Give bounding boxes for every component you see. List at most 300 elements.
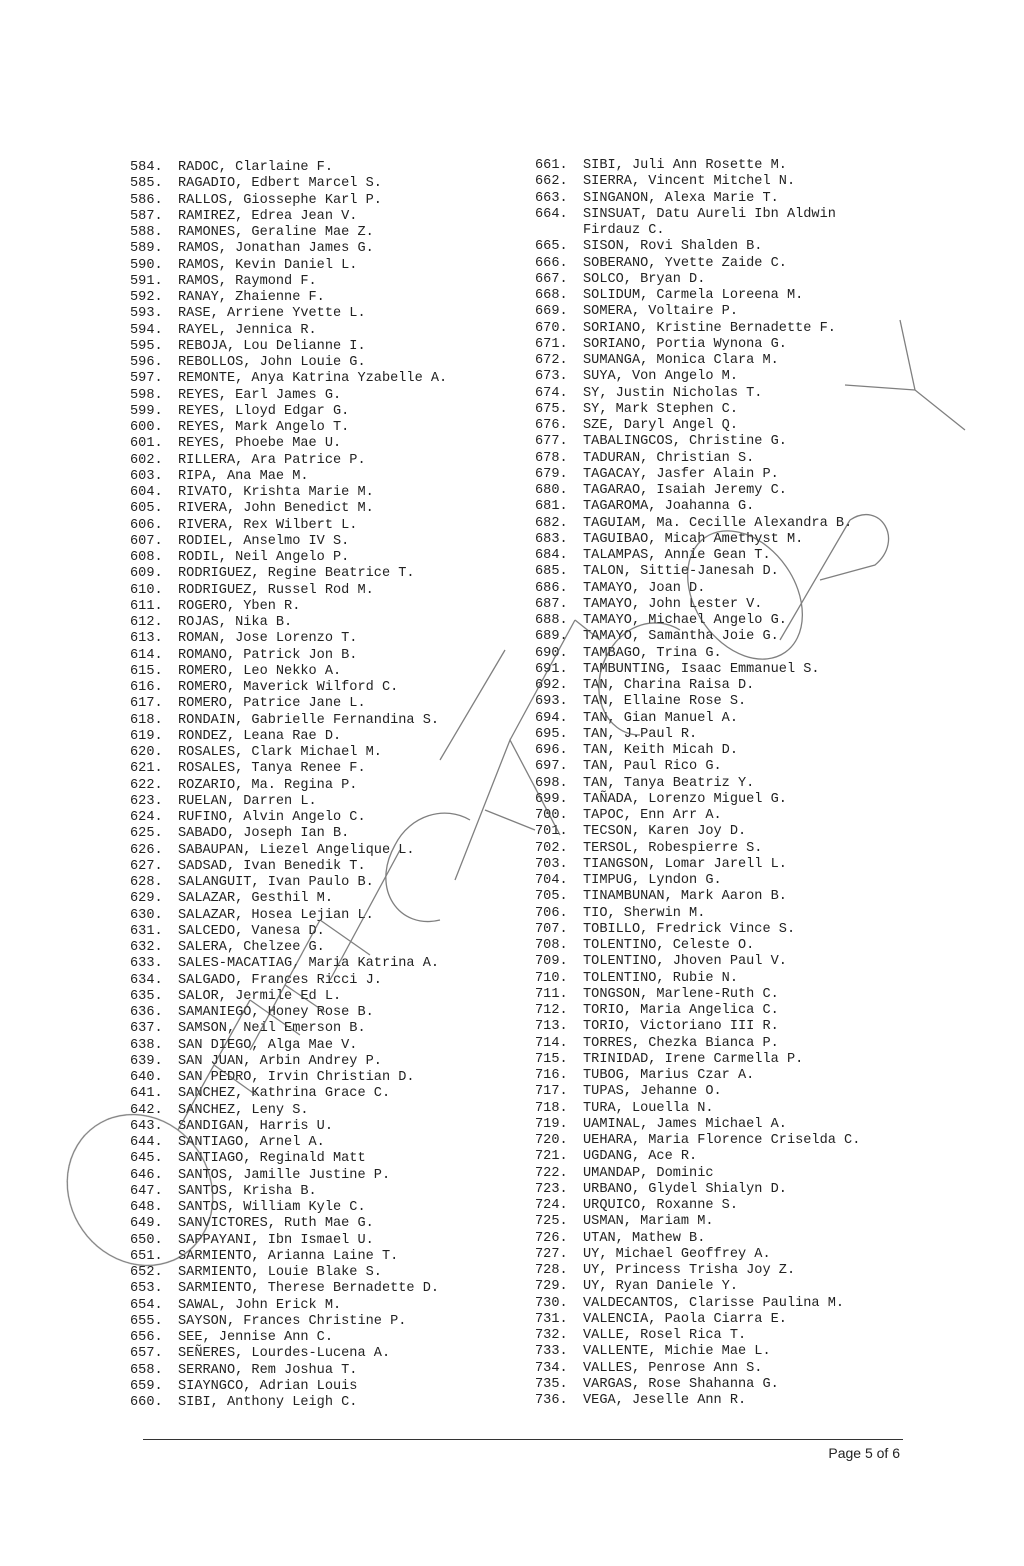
entry-number: 712. (535, 1003, 568, 1018)
list-item (130, 469, 510, 485)
entry-number: 672. (535, 353, 568, 368)
entry-number: 671. (535, 336, 568, 352)
list-item (130, 306, 510, 322)
entry-number: 689. (535, 629, 568, 645)
list-item (130, 680, 510, 696)
entry-number: 611. (130, 598, 163, 614)
entry-name: SORIANO, Kristine Bernadette F. (583, 320, 836, 336)
list-item (535, 174, 895, 190)
entry-number: 718. (535, 1100, 568, 1116)
entry-name: RIVATO, Krishta Marie M. (178, 485, 374, 500)
entry-name: TAPOC, Enn Arr A. (583, 808, 722, 823)
entry-number: 687. (535, 596, 568, 612)
list-item (535, 1263, 895, 1279)
list-item (130, 176, 510, 192)
list-item (130, 745, 510, 761)
list-item (130, 225, 510, 241)
list-item (130, 826, 510, 842)
entry-name: TAGARAO, Isaiah Jeremy C. (583, 483, 787, 498)
entry-number: 661. (535, 158, 568, 173)
entry-number: 615. (130, 663, 163, 679)
entry-name: RIPA, Ana Mae M. (178, 468, 309, 484)
entry-name: REYES, Earl James G. (178, 387, 342, 403)
entry-name: REMONTE, Anya Katrina Yzabelle A. (178, 371, 448, 387)
list-item (130, 1281, 510, 1297)
list-item (130, 1200, 510, 1216)
entry-name: TAGUIAM, Ma. Cecille Alexandra B. (583, 515, 853, 531)
entry-name: ROGERO, Yben R. (178, 598, 301, 614)
entry-name: SUMANGA, Monica Clara M. (583, 353, 779, 368)
entry-name: TAN, Charina Raisa D. (583, 678, 755, 693)
entry-number: 669. (535, 304, 568, 320)
list-item (130, 566, 510, 582)
entry-number: 690. (535, 645, 568, 661)
list-item (130, 258, 510, 274)
entry-name: TINAMBUNAN, Mark Aaron B. (583, 889, 787, 905)
list-item (130, 664, 510, 680)
list-item (535, 678, 895, 694)
entry-number: 721. (535, 1149, 568, 1165)
list-item (130, 420, 510, 436)
entry-number: 642. (130, 1102, 163, 1118)
entry-number: 643. (130, 1118, 163, 1134)
list-item (535, 386, 895, 402)
entry-name: RAYEL, Jennica R. (178, 322, 317, 338)
entry-number: 694. (535, 710, 568, 726)
list-item (130, 729, 510, 745)
entry-number: 616. (130, 680, 163, 695)
entry-number: 588. (130, 225, 163, 240)
entry-number: 601. (130, 436, 163, 452)
list-item (130, 355, 510, 371)
entry-number: 727. (535, 1246, 568, 1262)
entry-name: RODIEL, Anselmo IV S. (178, 533, 350, 549)
entry-name: SANTOS, Jamille Justine P. (178, 1167, 391, 1183)
entry-name: SALAZAR, Hosea Lejian L. (178, 907, 374, 923)
list-item (535, 1036, 895, 1052)
entry-name: SALAZAR, Gesthil M. (178, 891, 333, 907)
entry-number: 668. (535, 288, 568, 303)
entry-number: 649. (130, 1216, 163, 1232)
entry-name: SALOR, Jermile Ed L. (178, 988, 342, 1004)
entry-name: SOLCO, Bryan D. (583, 271, 706, 287)
entry-number: 614. (130, 647, 163, 663)
entry-name: TAMBAGO, Trina G. (583, 645, 722, 661)
list-item (130, 1395, 510, 1411)
entry-name: SOBERANO, Yvette Zaide C. (583, 255, 787, 271)
list-item (535, 564, 895, 580)
entry-name: VEGA, Jeselle Ann R. (583, 1393, 747, 1408)
list-item (130, 989, 510, 1005)
entry-number: 663. (535, 190, 568, 206)
list-item (535, 1003, 895, 1019)
entry-name: SERRANO, Rem Joshua T. (178, 1362, 358, 1378)
entry-number: 617. (130, 696, 163, 712)
entry-name: TAMBUNTING, Isaac Emmanuel S. (583, 661, 820, 677)
entry-name: RAMOS, Raymond F. (178, 273, 317, 289)
list-item (130, 843, 510, 859)
list-item (535, 581, 895, 597)
list-item (535, 337, 895, 353)
entry-number: 596. (130, 355, 163, 370)
list-item (535, 824, 895, 840)
entry-name: TERSOL, Robespierre S. (583, 840, 763, 856)
list-item (535, 1214, 895, 1230)
list-item (535, 1344, 895, 1360)
entry-name: TAN, Gian Manuel A. (583, 710, 738, 726)
entry-name: SIBI, Anthony Leigh C. (178, 1395, 358, 1410)
entry-number: 683. (535, 531, 568, 547)
entry-number: 638. (130, 1037, 163, 1053)
entry-name: TIO, Sherwin M. (583, 905, 706, 921)
entry-number: 600. (130, 420, 163, 435)
entry-number: 692. (535, 678, 568, 693)
list-item (535, 353, 895, 369)
list-item (535, 971, 895, 987)
entry-name: REBOLLOS, John Louie G. (178, 355, 366, 370)
list-item (130, 859, 510, 875)
entry-number: 597. (130, 371, 163, 387)
entry-name: RUELAN, Darren L. (178, 793, 317, 809)
entry-number: 707. (535, 921, 568, 937)
entry-number: 719. (535, 1116, 568, 1132)
entry-name: RIVERA, Rex Wilbert L. (178, 517, 358, 533)
entry-number: 662. (535, 174, 568, 190)
list-item (535, 743, 895, 759)
entry-number: 633. (130, 956, 163, 972)
list-item (130, 1233, 510, 1249)
entry-number: 666. (535, 255, 568, 271)
entry-number: 665. (535, 239, 568, 255)
entry-number: 732. (535, 1328, 568, 1343)
entry-name: RALLOS, Giossephe Karl P. (178, 192, 382, 208)
entry-name: SANTIAGO, Arnel A. (178, 1135, 325, 1150)
entry-number: 655. (130, 1313, 163, 1329)
entry-name: VALLENTE, Michie Mae L. (583, 1344, 771, 1360)
list-item (130, 290, 510, 306)
list-item (130, 810, 510, 826)
entry-name: SALERA, Chelzee G. (178, 940, 325, 955)
list-item (130, 1005, 510, 1021)
list-item (535, 239, 895, 255)
list-item (535, 1231, 895, 1247)
list-item (130, 615, 510, 631)
entry-number: 627. (130, 858, 163, 874)
entry-number: 651. (130, 1248, 163, 1264)
entry-number: 586. (130, 192, 163, 208)
list-item (130, 696, 510, 712)
list-item (130, 501, 510, 517)
entry-name: TUPAS, Jehanne O. (583, 1084, 722, 1100)
entry-name: VALLES, Penrose Ann S. (583, 1360, 763, 1376)
entry-number: 658. (130, 1362, 163, 1378)
list-item (130, 924, 510, 940)
entry-number: 657. (130, 1346, 163, 1362)
list-item (535, 548, 895, 564)
footer-divider (143, 1439, 903, 1440)
entry-name: SUYA, Von Angelo M. (583, 369, 738, 385)
entry-name: VARGAS, Rose Shahanna G. (583, 1376, 779, 1392)
list-item (130, 891, 510, 907)
list-item (535, 321, 895, 337)
entry-number: 673. (535, 369, 568, 385)
entry-name: SANTOS, Krisha B. (178, 1183, 317, 1199)
list-item (130, 436, 510, 452)
entry-number: 670. (535, 320, 568, 336)
list-item (130, 973, 510, 989)
entry-name: RILLERA, Ara Patrice P. (178, 452, 366, 468)
entry-number: 703. (535, 856, 568, 872)
entry-name: SAN JUAN, Arbin Andrey P. (178, 1053, 382, 1069)
entry-name: RONDEZ, Leana Rae D. (178, 728, 342, 744)
entry-name: ROMERO, Leo Nekko A. (178, 663, 342, 679)
entry-name: UAMINAL, James Michael A. (583, 1116, 787, 1132)
entry-number: 679. (535, 466, 568, 482)
entry-number: 691. (535, 661, 568, 677)
entry-number: 639. (130, 1053, 163, 1069)
entry-name: SZE, Daryl Angel Q. (583, 418, 738, 433)
entry-name: SABAUPAN, Liezel Angelique L. (178, 842, 415, 858)
list-item (535, 499, 895, 515)
entry-number: 584. (130, 160, 163, 175)
entry-name: TAMAYO, Joan D. (583, 580, 706, 596)
entry-number: 624. (130, 810, 163, 825)
entry-number: 618. (130, 712, 163, 728)
entry-name: SANDIGAN, Harris U. (178, 1118, 333, 1134)
entry-number: 634. (130, 972, 163, 988)
entry-name: VALDECANTOS, Clarisse Paulina M. (583, 1295, 845, 1311)
entry-number: 606. (130, 517, 163, 533)
list-item (535, 646, 895, 662)
entry-name: SAPPAYANI, Ibn Ismael U. (178, 1232, 374, 1248)
entry-number: 648. (130, 1200, 163, 1215)
entry-name: ROSALES, Tanya Renee F. (178, 761, 366, 777)
entry-number: 725. (535, 1214, 568, 1230)
entry-name: ROMERO, Patrice Jane L. (178, 696, 366, 712)
list-item (130, 1265, 510, 1281)
entry-number: 735. (535, 1376, 568, 1392)
list-item (130, 761, 510, 777)
list-item (535, 1149, 895, 1165)
entry-name: TAÑADA, Lorenzo Miguel G. (583, 791, 787, 807)
entry-number: 628. (130, 875, 163, 890)
entry-number: 623. (130, 793, 163, 809)
list-item (535, 1101, 895, 1117)
entry-name: SINSUAT, Datu Aureli Ibn Aldwin Firdauz C. (583, 206, 845, 238)
entry-name: SOLIDUM, Carmela Loreena M. (583, 288, 804, 303)
entry-number: 720. (535, 1133, 568, 1148)
list-item (535, 272, 895, 288)
entry-name: RAMOS, Kevin Daniel L. (178, 257, 358, 273)
entry-number: 644. (130, 1135, 163, 1150)
entry-name: UEHARA, Maria Florence Criselda C. (583, 1133, 861, 1148)
entry-number: 706. (535, 905, 568, 921)
entry-name: TAMAYO, Michael Angelo G. (583, 613, 787, 628)
list-item (130, 323, 510, 339)
list-item (130, 1038, 510, 1054)
entry-name: SEE, Jennise Ann C. (178, 1330, 333, 1345)
list-item (535, 1247, 895, 1263)
entry-number: 591. (130, 273, 163, 289)
list-item (535, 759, 895, 775)
entry-number: 676. (535, 418, 568, 433)
entry-number: 685. (535, 564, 568, 580)
entry-name: SISON, Rovi Shalden B. (583, 239, 763, 255)
list-item (535, 467, 895, 483)
entry-name: RODRIGUEZ, Russel Rod M. (178, 582, 374, 598)
entry-number: 650. (130, 1232, 163, 1248)
entry-number: 664. (535, 206, 568, 222)
entry-name: TAN, Keith Micah D. (583, 743, 738, 758)
list-item (130, 1379, 510, 1395)
entry-number: 684. (535, 548, 568, 563)
list-item (535, 418, 895, 434)
list-item (535, 1084, 895, 1100)
entry-name: TAN, J.Paul R. (583, 726, 698, 742)
entry-name: TORIO, Maria Angelica C. (583, 1003, 779, 1018)
entry-number: 585. (130, 176, 163, 192)
entry-number: 677. (535, 434, 568, 450)
entry-number: 709. (535, 954, 568, 970)
entry-name: TALAMPAS, Annie Gean T. (583, 548, 771, 563)
entry-name: SANCHEZ, Kathrina Grace C. (178, 1086, 391, 1102)
entry-name: UTAN, Mathew B. (583, 1230, 706, 1246)
list-item (130, 794, 510, 810)
list-item (130, 1086, 510, 1102)
entry-number: 587. (130, 208, 163, 224)
entry-number: 630. (130, 907, 163, 923)
entry-number: 715. (535, 1051, 568, 1067)
entry-name: SANTIAGO, Reginald Matt (178, 1151, 366, 1167)
entry-number: 733. (535, 1344, 568, 1360)
list-item (130, 1314, 510, 1330)
list-item (535, 938, 895, 954)
entry-number: 716. (535, 1068, 568, 1083)
entry-name: TAMAYO, John Lester V. (583, 596, 763, 612)
entry-name: SABADO, Joseph Ian B. (178, 826, 350, 842)
list-item (535, 304, 895, 320)
list-item (535, 207, 895, 240)
entry-name: REBOJA, Lou Delianne I. (178, 338, 366, 354)
list-item (535, 451, 895, 467)
entry-number: 646. (130, 1167, 163, 1183)
list-item (130, 956, 510, 972)
entry-number: 589. (130, 241, 163, 257)
list-item (130, 274, 510, 290)
entry-name: SAN DIEGO, Alga Mae V. (178, 1037, 358, 1053)
entry-number: 632. (130, 940, 163, 955)
entry-name: UGDANG, Ace R. (583, 1149, 698, 1165)
entry-name: TOBILLO, Fredrick Vince S. (583, 921, 796, 937)
list-item (535, 1182, 895, 1198)
list-item (130, 648, 510, 664)
list-item (535, 369, 895, 385)
list-item (535, 922, 895, 938)
entry-name: SARMIENTO, Therese Bernadette D. (178, 1281, 440, 1297)
entry-name: RONDAIN, Gabrielle Fernandina S. (178, 712, 440, 728)
entry-number: 605. (130, 501, 163, 517)
entry-name: RODIL, Neil Angelo P. (178, 550, 350, 565)
list-item (535, 1052, 895, 1068)
list-item (130, 1330, 510, 1346)
entry-number: 717. (535, 1084, 568, 1100)
list-item (535, 694, 895, 710)
entry-number: 734. (535, 1360, 568, 1376)
list-item (130, 339, 510, 355)
entry-number: 705. (535, 889, 568, 905)
list-item (535, 191, 895, 207)
entry-number: 631. (130, 923, 163, 939)
list-item (535, 987, 895, 1003)
entry-name: TAGUIBAO, Micah Amethyst M. (583, 531, 804, 547)
list-item (535, 841, 895, 857)
list-item (130, 1168, 510, 1184)
list-item (535, 1133, 895, 1149)
entry-name: SIAYNGCO, Adrian Louis (178, 1378, 358, 1394)
entry-number: 674. (535, 385, 568, 401)
entry-number: 699. (535, 791, 568, 807)
entry-name: TOLENTINO, Jhoven Paul V. (583, 954, 787, 970)
list-item (130, 404, 510, 420)
entry-name: TECSON, Karen Joy D. (583, 824, 747, 840)
entry-name: SIBI, Juli Ann Rosette M. (583, 158, 787, 173)
entry-name: TRINIDAD, Irene Carmella P. (583, 1051, 804, 1067)
entry-number: 678. (535, 450, 568, 466)
entry-name: TONGSON, Marlene-Ruth C. (583, 986, 779, 1002)
list-item (535, 1377, 895, 1393)
entry-number: 653. (130, 1281, 163, 1297)
entry-number: 701. (535, 824, 568, 840)
entry-number: 708. (535, 938, 568, 953)
entry-number: 680. (535, 483, 568, 498)
list-item (130, 875, 510, 891)
list-item (130, 534, 510, 550)
entry-name: TAGAROMA, Joahanna G. (583, 499, 755, 515)
list-item (535, 629, 895, 645)
right-name-column (535, 158, 895, 1409)
list-item (535, 516, 895, 532)
list-item (535, 1166, 895, 1182)
entry-number: 675. (535, 401, 568, 417)
entry-name: RASE, Arriene Yvette L. (178, 306, 366, 322)
list-item (535, 792, 895, 808)
list-item (130, 1216, 510, 1232)
list-item (130, 599, 510, 615)
entry-name: TAN, Paul Rico G. (583, 759, 722, 775)
entry-number: 682. (535, 515, 568, 531)
list-item (130, 209, 510, 225)
entry-number: 599. (130, 403, 163, 419)
entry-name: SAN PEDRO, Irvin Christian D. (178, 1070, 415, 1085)
entry-name: RADOC, Clarlaine F. (178, 160, 333, 175)
entry-name: REYES, Phoebe Mae U. (178, 436, 342, 452)
list-item (535, 873, 895, 889)
entry-number: 713. (535, 1019, 568, 1035)
entry-number: 604. (130, 485, 163, 500)
entry-name: SAYSON, Frances Christine P. (178, 1313, 407, 1329)
entry-number: 731. (535, 1311, 568, 1327)
list-item (130, 778, 510, 794)
entry-name: SANVICTORES, Ruth Mae G. (178, 1216, 374, 1232)
entry-number: 697. (535, 759, 568, 775)
entry-number: 629. (130, 891, 163, 907)
entry-number: 723. (535, 1181, 568, 1197)
entry-number: 711. (535, 986, 568, 1002)
list-item (130, 631, 510, 647)
entry-name: ROZARIO, Ma. Regina P. (178, 777, 358, 793)
list-item (535, 288, 895, 304)
entry-name: SARMIENTO, Louie Blake S. (178, 1265, 382, 1280)
